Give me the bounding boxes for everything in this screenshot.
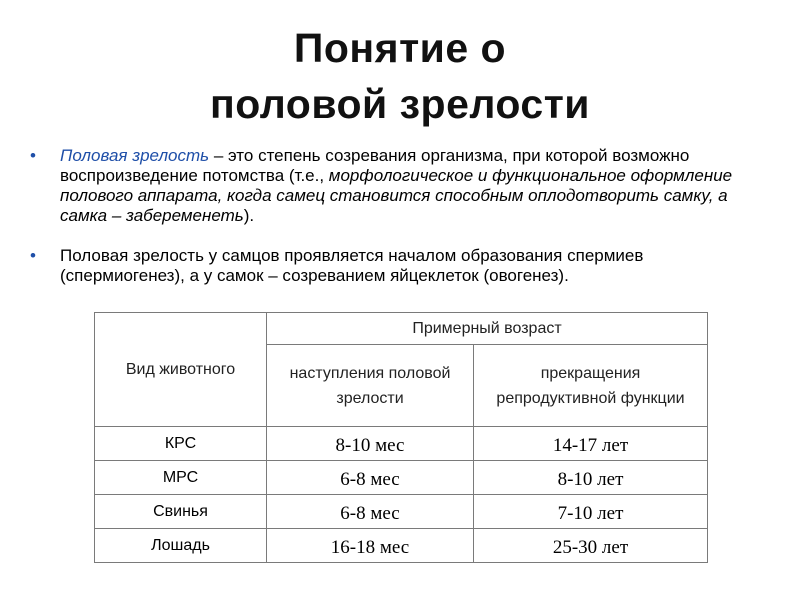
bullet-marker: • [30, 146, 36, 165]
end-cell: 14-17 лет [474, 427, 708, 461]
species-cell: Свинья [95, 495, 267, 529]
bullet-list [30, 146, 770, 286]
definition-text: – это степень созревания организма, при которой возможно воспроизведение потомства (т.е., [60, 146, 690, 185]
page-title [0, 20, 800, 132]
title-line-2: половой зрелости [210, 81, 590, 127]
onset-cell: 6-8 мес [267, 495, 474, 529]
bullet-marker: • [30, 246, 36, 265]
species-cell: КРС [95, 427, 267, 461]
title-line-1: Понятие о [293, 25, 507, 71]
header-end: прекращения репродуктивной функции [474, 345, 708, 427]
header-approx-age: Примерный возраст [267, 313, 708, 345]
table-row [95, 461, 708, 495]
onset-cell: 16-18 мес [267, 529, 474, 563]
species-cell: Лошадь [95, 529, 267, 563]
definition-italic-text: морфологическое и функциональное оформление полового аппарата, когда самец становится способным оплодотворить самку, а самка – забеременеть [60, 166, 733, 225]
definition-text-end: ). [243, 206, 255, 225]
header-species: Вид животного [95, 313, 267, 427]
end-cell: 25-30 лет [474, 529, 708, 563]
manifestation-text: Половая зрелость у самцов проявляется началом образования спермиев (спермиогенез), а у самок – созреванием яйцеклеток (овогенез). [60, 246, 644, 285]
species-cell: МРС [95, 461, 267, 495]
definition-term: Половая зрелость [60, 146, 210, 165]
bullet-definition [30, 146, 770, 226]
end-cell: 7-10 лет [474, 495, 708, 529]
header-onset: наступления половой зрелости [267, 345, 474, 427]
table-header-row [95, 313, 708, 345]
onset-cell: 8-10 мес [267, 427, 474, 461]
end-cell: 8-10 лет [474, 461, 708, 495]
bullet-manifestation [30, 246, 770, 286]
table-row [95, 427, 708, 461]
table-row [95, 495, 708, 529]
onset-cell: 6-8 мес [267, 461, 474, 495]
table-row [95, 529, 708, 563]
maturity-age-table [94, 312, 708, 563]
